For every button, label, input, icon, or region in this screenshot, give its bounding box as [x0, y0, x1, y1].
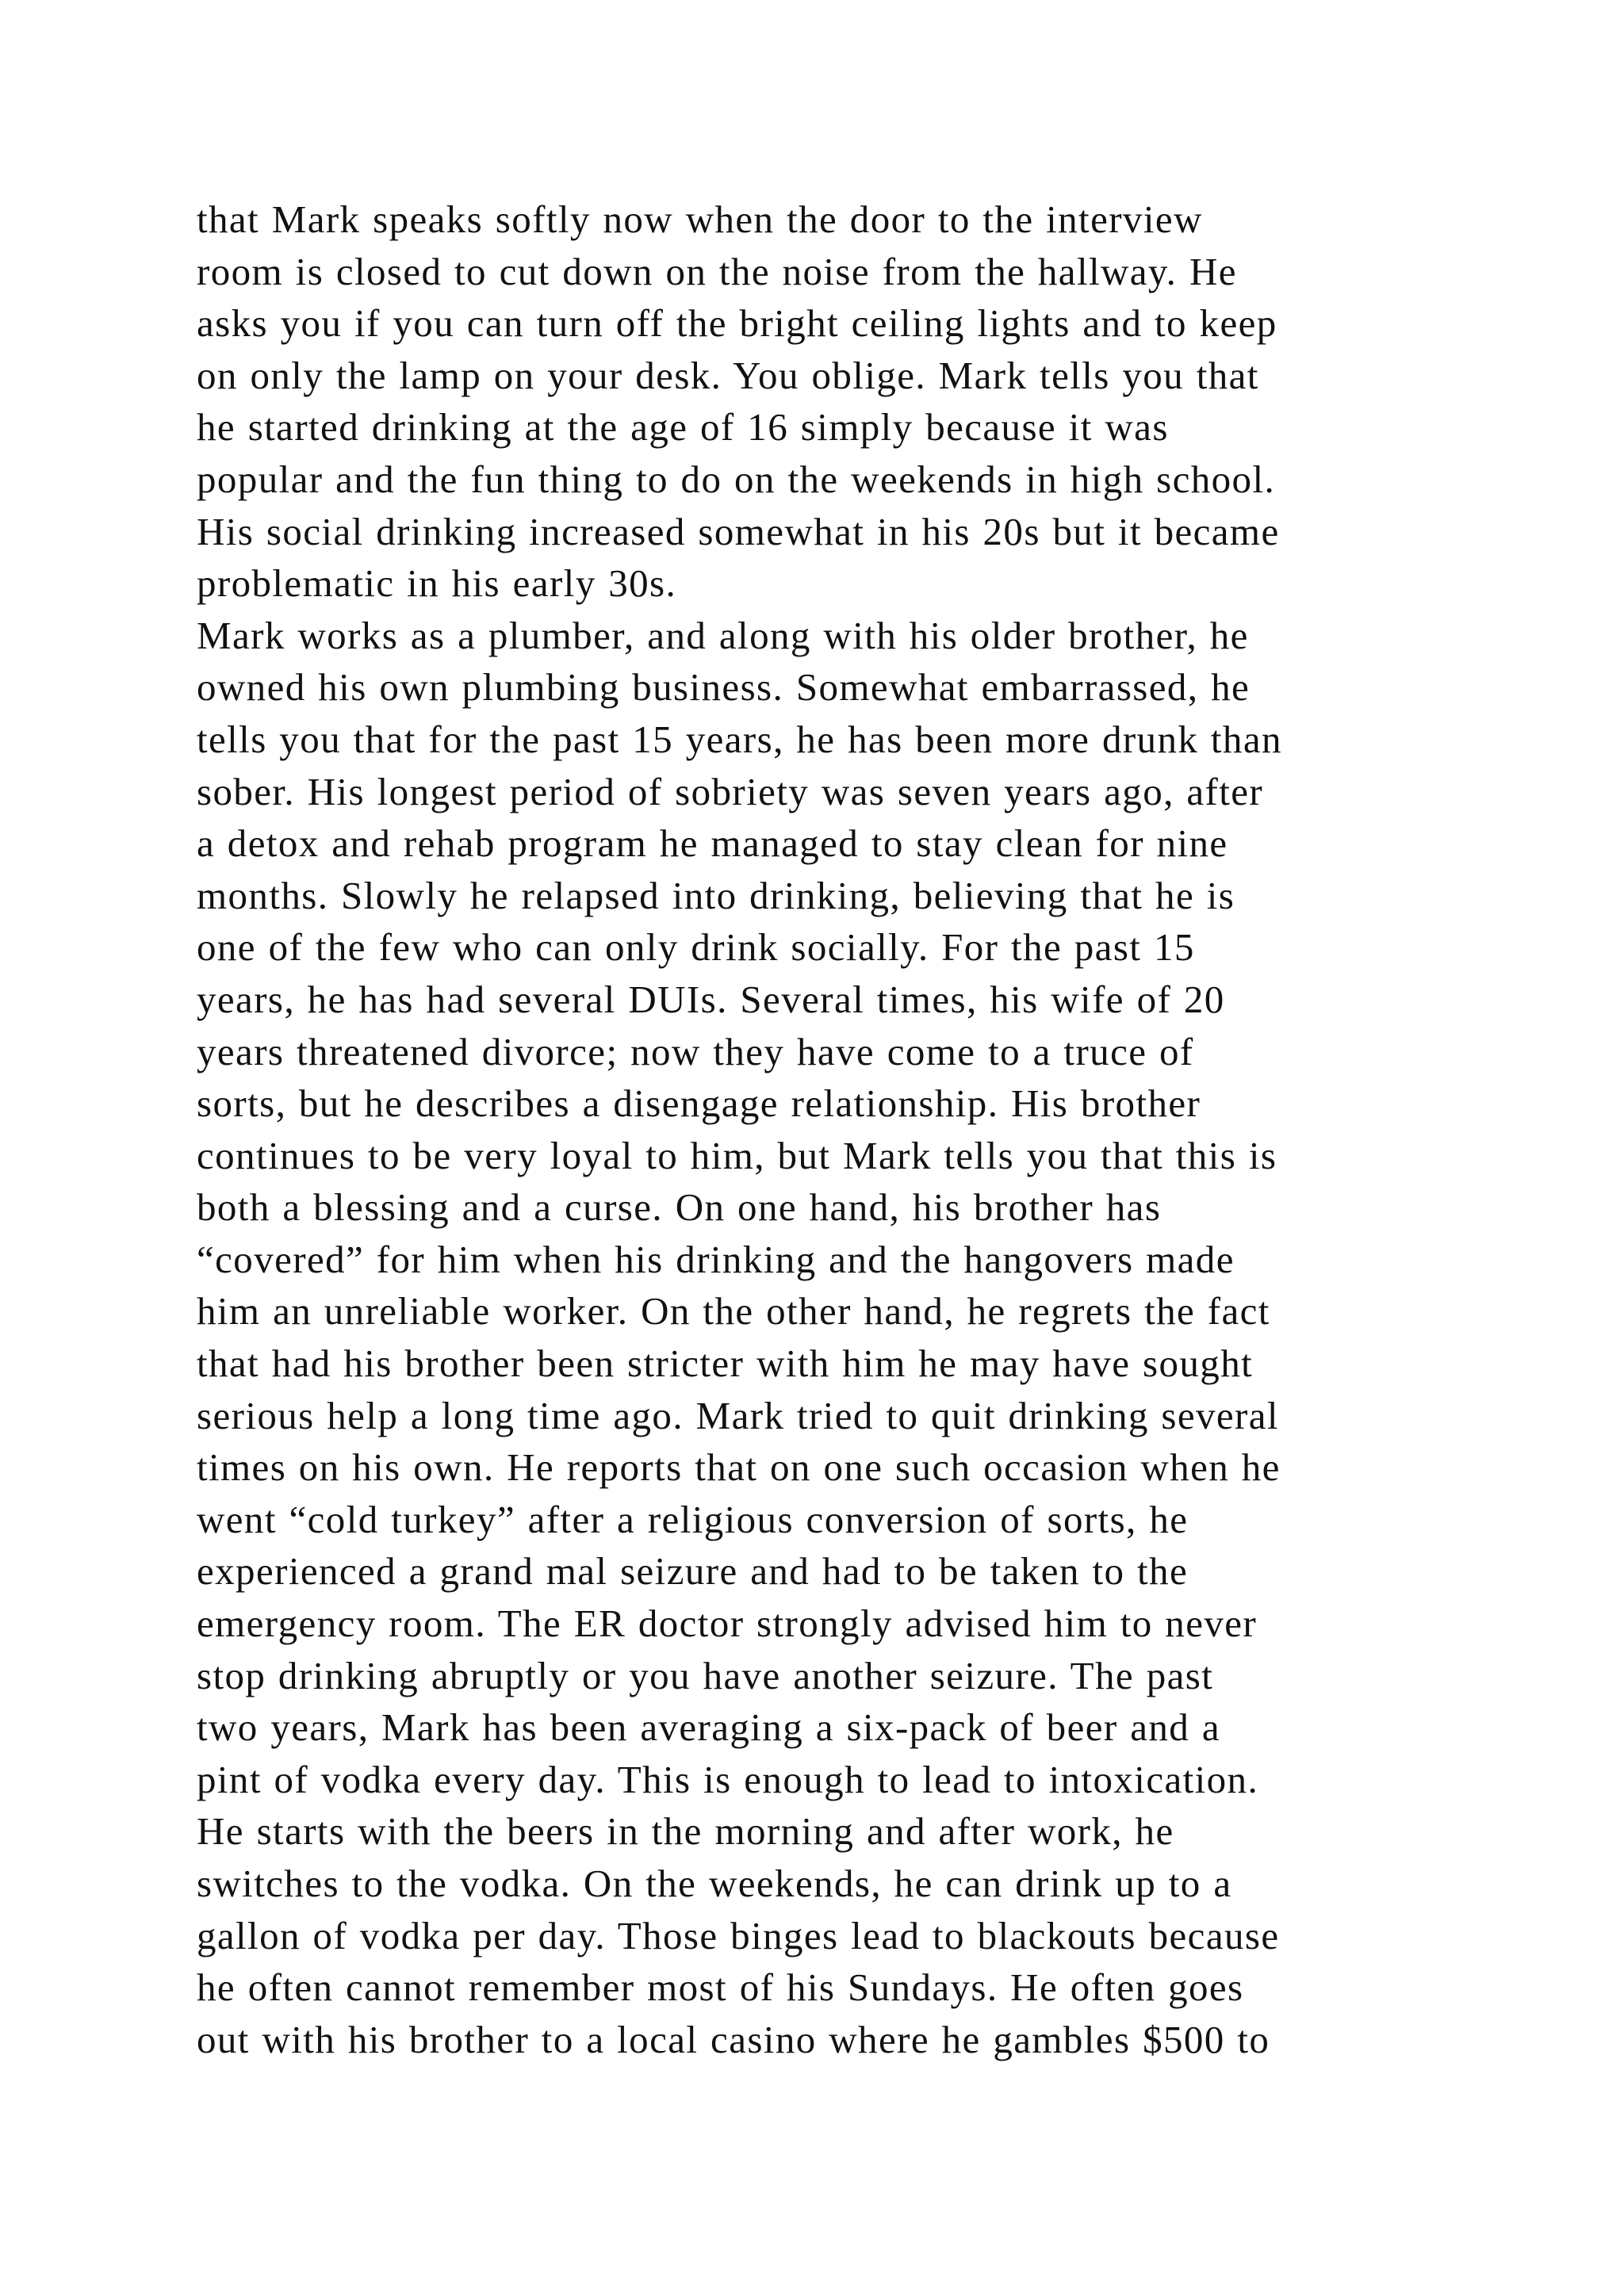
text-line: two years, Mark has been averaging a six-pack of beer and a — [197, 1705, 1220, 1750]
body-text — [197, 193, 1497, 2065]
text-line: He starts with the beers in the morning and after work, he — [197, 1809, 1174, 1854]
text-line: out with his brother to a local casino where he gambles $500 to — [197, 2017, 1270, 2061]
text-line: years, he has had several DUIs. Several times, his wife of 20 — [197, 977, 1225, 1021]
text-line: years threatened divorce; now they have come to a truce of — [197, 1029, 1194, 1073]
text-line: he often cannot remember most of his Sundays. He often goes — [197, 1965, 1244, 2010]
text-line: pint of vodka every day. This is enough to lead to intoxication. — [197, 1757, 1259, 1801]
text-line: months. Slowly he relapsed into drinking, believing that he is — [197, 873, 1235, 917]
text-line: problematic in his early 30s. — [197, 561, 677, 606]
text-line: that had his brother been stricter with him he may have sought — [197, 1341, 1254, 1386]
text-line: one of the few who can only drink socially. For the past 15 — [197, 925, 1195, 970]
text-line: times on his own. He reports that on one such occasion when he — [197, 1445, 1281, 1490]
text-line: experienced a grand mal seizure and had to be taken to the — [197, 1549, 1189, 1594]
text-line: continues to be very loyal to him, but Mark tells you that this is — [197, 1133, 1277, 1177]
text-line: switches to the vodka. On the weekends, he can drink up to a — [197, 1862, 1232, 1905]
text-line: room is closed to cut down on the noise from the hallway. He — [197, 249, 1237, 293]
text-line: emergency room. The ER doctor strongly advised him to never — [197, 1601, 1258, 1646]
text-line: that Mark speaks softly now when the door to the interview — [197, 197, 1203, 241]
text-line: owned his own plumbing business. Somewhat embarrassed, he — [197, 665, 1251, 710]
text-line: His social drinking increased somewhat in his 20s but it became — [197, 509, 1280, 553]
text-line: sorts, but he describes a disengage relationship. His brother — [197, 1081, 1201, 1126]
text-line: a detox and rehab program he managed to stay clean for nine — [197, 821, 1228, 866]
text-line: both a blessing and a curse. On one hand, his brother has — [197, 1185, 1162, 1230]
text-line: him an unreliable worker. On the other hand, he regrets the fact — [197, 1289, 1270, 1334]
text-line: popular and the fun thing to do on the weekends in high school. — [197, 457, 1276, 501]
text-line: went “cold turkey” after a religious conversion of sorts, he — [197, 1497, 1189, 1541]
text-line: serious help a long time ago. Mark tried to quit drinking several — [197, 1393, 1279, 1437]
text-line: on only the lamp on your desk. You oblige. Mark tells you that — [197, 353, 1259, 397]
text-line: tells you that for the past 15 years, he has been more drunk than — [197, 717, 1282, 761]
text-line: asks you if you can turn off the bright ceiling lights and to keep — [197, 301, 1277, 346]
text-line: Mark works as a plumber, and along with his older brother, he — [197, 613, 1249, 657]
text-line: sober. His longest period of sobriety was seven years ago, after — [197, 769, 1264, 813]
text-line: he started drinking at the age of 16 simply because it was — [197, 405, 1169, 450]
text-line: gallon of vodka per day. Those binges lead to blackouts because — [197, 1913, 1280, 1957]
text-line: “covered” for him when his drinking and the hangovers made — [197, 1237, 1235, 1281]
text-line: stop drinking abruptly or you have another seizure. The past — [197, 1653, 1214, 1697]
